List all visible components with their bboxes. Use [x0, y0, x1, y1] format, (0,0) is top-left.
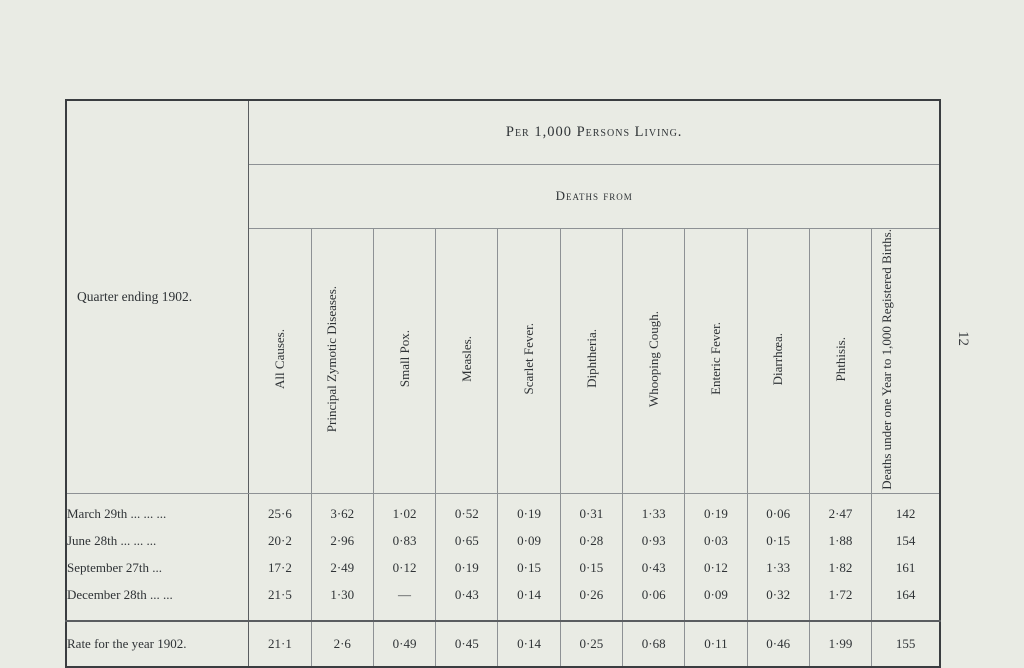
column-header — [560, 228, 622, 494]
table-cell: 0·26 — [560, 581, 622, 608]
total-cell: 155 — [872, 621, 940, 667]
total-cell: 0·46 — [747, 621, 809, 667]
table-cell: 0·19 — [436, 554, 498, 581]
table-cell: 142 — [872, 494, 940, 528]
table-cell: 25·6 — [249, 494, 311, 528]
table-cell: 2·47 — [809, 494, 871, 528]
total-cell: 0·25 — [560, 621, 622, 667]
total-cell: 0·45 — [436, 621, 498, 667]
table-cell: 0·19 — [685, 494, 747, 528]
table-cell: 164 — [872, 581, 940, 608]
table-cell: 0·09 — [685, 581, 747, 608]
column-header — [685, 228, 747, 494]
column-header — [809, 228, 871, 494]
table-cell: 1·30 — [311, 581, 373, 608]
table-cell: 0·06 — [747, 494, 809, 528]
row-label: June 28th ... ... ... — [66, 527, 249, 554]
table-cell: 0·15 — [560, 554, 622, 581]
column-header — [747, 228, 809, 494]
total-cell: 21·1 — [249, 621, 311, 667]
table-cell: 0·12 — [373, 554, 435, 581]
column-header — [872, 228, 940, 494]
column-header-label: Principal Zymotic Diseases. — [324, 285, 340, 432]
total-cell: 2·6 — [311, 621, 373, 667]
total-cell: 0·49 — [373, 621, 435, 667]
row-label: September 27th ... — [66, 554, 249, 581]
group-header: Per 1,000 Persons Living. — [249, 100, 940, 164]
column-header-label: Measles. — [458, 335, 474, 382]
table-cell: 2·49 — [311, 554, 373, 581]
sub-header: Deaths from — [249, 164, 940, 228]
column-header-label: Deaths under one Year to 1,000 Registered Births. — [878, 228, 894, 490]
table-cell: 2·96 — [311, 527, 373, 554]
table-cell: 0·32 — [747, 581, 809, 608]
column-header-label: Scarlet Fever. — [521, 323, 537, 395]
row-label: March 29th ... ... ... — [66, 494, 249, 528]
table-cell: 0·93 — [623, 527, 685, 554]
table-cell: 0·03 — [685, 527, 747, 554]
column-header — [373, 228, 435, 494]
column-header — [436, 228, 498, 494]
table-cell: 0·43 — [623, 554, 685, 581]
column-header-label: All Causes. — [272, 328, 288, 389]
table-cell: 17·2 — [249, 554, 311, 581]
table-cell: 0·31 — [560, 494, 622, 528]
table-cell: 20·2 — [249, 527, 311, 554]
column-header-label: Enteric Fever. — [708, 322, 724, 396]
corner-label: Quarter ending 1902. — [66, 100, 249, 494]
table-cell: 1·82 — [809, 554, 871, 581]
mortality-table — [65, 99, 941, 668]
column-header-label: Diphtheria. — [583, 329, 599, 389]
table-cell: 0·14 — [498, 581, 560, 608]
table-cell: 3·62 — [311, 494, 373, 528]
column-header-label: Small Pox. — [396, 330, 412, 388]
total-cell: 1·99 — [809, 621, 871, 667]
table-cell: 154 — [872, 527, 940, 554]
total-cell: 0·11 — [685, 621, 747, 667]
table-row — [66, 554, 940, 581]
table-cell: 0·09 — [498, 527, 560, 554]
table-cell: 0·19 — [498, 494, 560, 528]
table-cell: 0·15 — [747, 527, 809, 554]
row-label: December 28th ... ... — [66, 581, 249, 608]
total-cell: 0·68 — [623, 621, 685, 667]
table-row — [66, 494, 940, 528]
table-cell: 0·06 — [623, 581, 685, 608]
table-cell: 0·28 — [560, 527, 622, 554]
table-cell: 1·72 — [809, 581, 871, 608]
column-header — [249, 228, 311, 494]
column-header-label: Whooping Cough. — [645, 310, 661, 407]
column-header-label: Phthisis. — [832, 336, 848, 382]
table-cell: — — [373, 581, 435, 608]
table-cell: 1·33 — [623, 494, 685, 528]
table-row — [66, 527, 940, 554]
column-header — [498, 228, 560, 494]
table-cell: 1·88 — [809, 527, 871, 554]
column-header — [623, 228, 685, 494]
table-cell: 161 — [872, 554, 940, 581]
table-cell: 0·65 — [436, 527, 498, 554]
total-cell: 0·14 — [498, 621, 560, 667]
table-cell: 21·5 — [249, 581, 311, 608]
column-header-label: Diarrhœa. — [770, 332, 786, 386]
total-label: Rate for the year 1902. — [66, 621, 249, 667]
table-cell: 0·15 — [498, 554, 560, 581]
page-number: 12 — [955, 331, 971, 346]
total-row — [66, 621, 940, 667]
table-cell: 0·52 — [436, 494, 498, 528]
table-cell: 0·12 — [685, 554, 747, 581]
table-cell: 1·02 — [373, 494, 435, 528]
table-cell: 1·33 — [747, 554, 809, 581]
column-header — [311, 228, 373, 494]
table-row — [66, 581, 940, 608]
table-cell: 0·83 — [373, 527, 435, 554]
table-cell: 0·43 — [436, 581, 498, 608]
